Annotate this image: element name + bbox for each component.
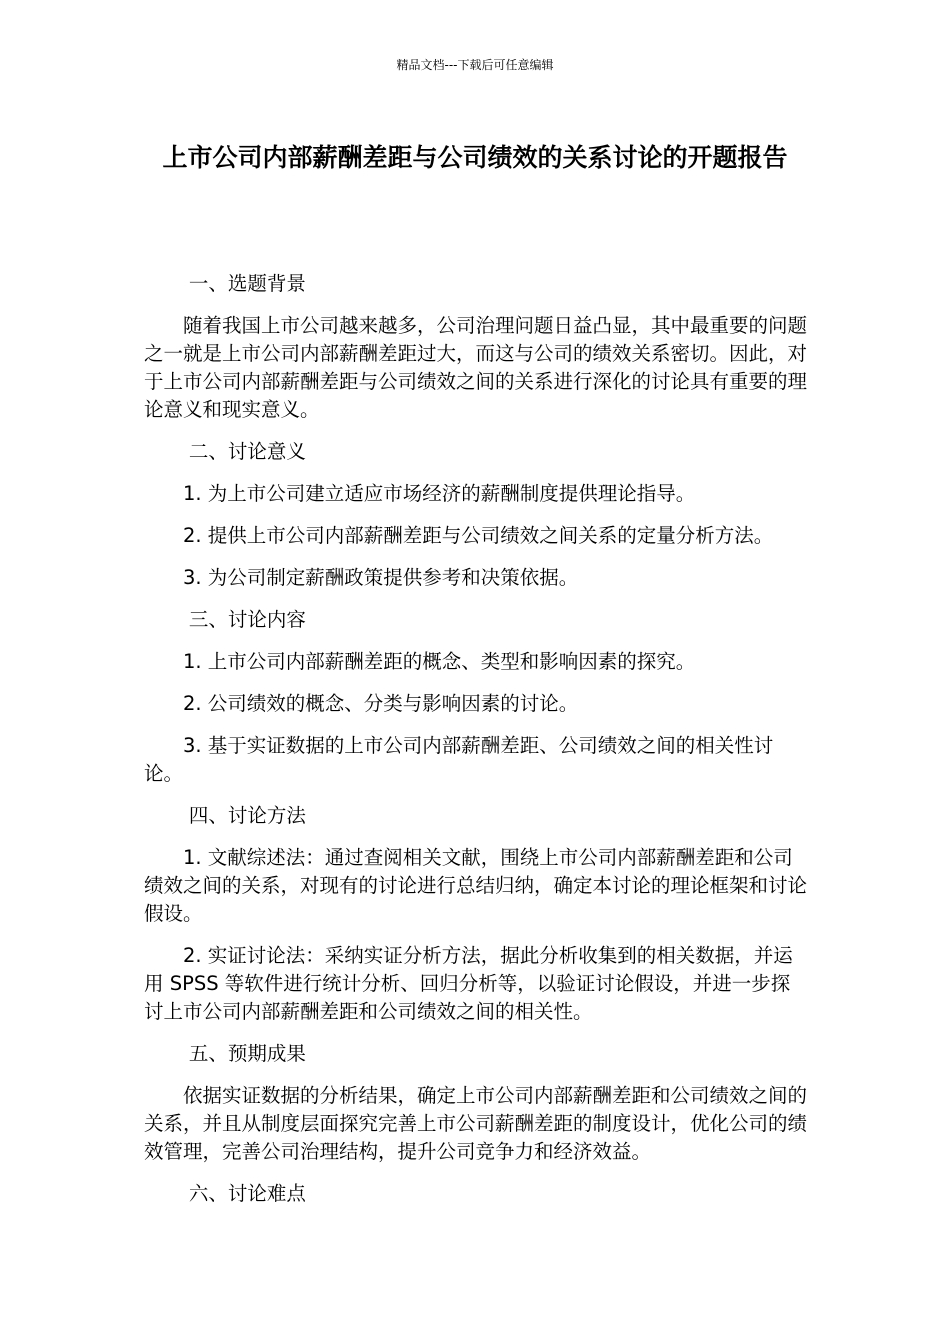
list-item: 2. 实证讨论法：采纳实证分析方法，据此分析收集到的相关数据，并运用 SPSS 等软件进行统计分析、回归分析等，以验证讨论假设，并进一步探讨上市公司内部薪酬差距和公司绩效之间的相关性。	[144, 944, 793, 1023]
page-header: 精品文档---下载后可任意编辑	[396, 58, 554, 72]
list-item: 1. 文献综述法：通过查阅相关文献，围绕上市公司内部薪酬差距和公司绩效之间的关系，对现有的讨论进行总结归纳，确定本讨论的理论框架和讨论假设。	[144, 846, 808, 925]
paragraph-background: 随着我国上市公司越来越多，公司治理问题日益凸显，其中最重要的问题之一就是上市公司内部薪酬差距过大，而这与公司的绩效关系密切。因此，对于上市公司内部薪酬差距与公司绩效之间的关系进行深化的讨论具有重要的理论意义和现实意义。	[144, 314, 808, 421]
list-item: 2. 公司绩效的概念、分类与影响因素的讨论。	[183, 692, 579, 715]
document-body	[144, 270, 808, 1222]
section-heading-methods: 四、讨论方法	[188, 804, 306, 827]
section-heading-background: 一、选题背景	[188, 272, 306, 295]
list-item: 3. 基于实证数据的上市公司内部薪酬差距、公司绩效之间的相关性讨论。	[144, 734, 774, 785]
section-heading-difficulties: 六、讨论难点	[188, 1182, 306, 1205]
section-heading-content: 三、讨论内容	[188, 608, 306, 631]
list-item: 3. 为公司制定薪酬政策提供参考和决策依据。	[183, 566, 579, 589]
list-item: 2. 提供上市公司内部薪酬差距与公司绩效之间关系的定量分析方法。	[183, 524, 774, 547]
document-title: 上市公司内部薪酬差距与公司绩效的关系讨论的开题报告	[162, 143, 788, 172]
paragraph-outcomes: 依据实证数据的分析结果，确定上市公司内部薪酬差距和公司绩效之间的关系，并且从制度层面探究完善上市公司薪酬差距的制度设计，优化公司的绩效管理，完善公司治理结构，提升公司竞争力和经济效益。	[144, 1084, 808, 1163]
section-heading-significance: 二、讨论意义	[188, 440, 306, 463]
list-item: 1. 为上市公司建立适应市场经济的薪酬制度提供理论指导。	[183, 482, 696, 505]
section-heading-outcomes: 五、预期成果	[188, 1042, 306, 1065]
list-item: 1. 上市公司内部薪酬差距的概念、类型和影响因素的探究。	[183, 650, 696, 673]
